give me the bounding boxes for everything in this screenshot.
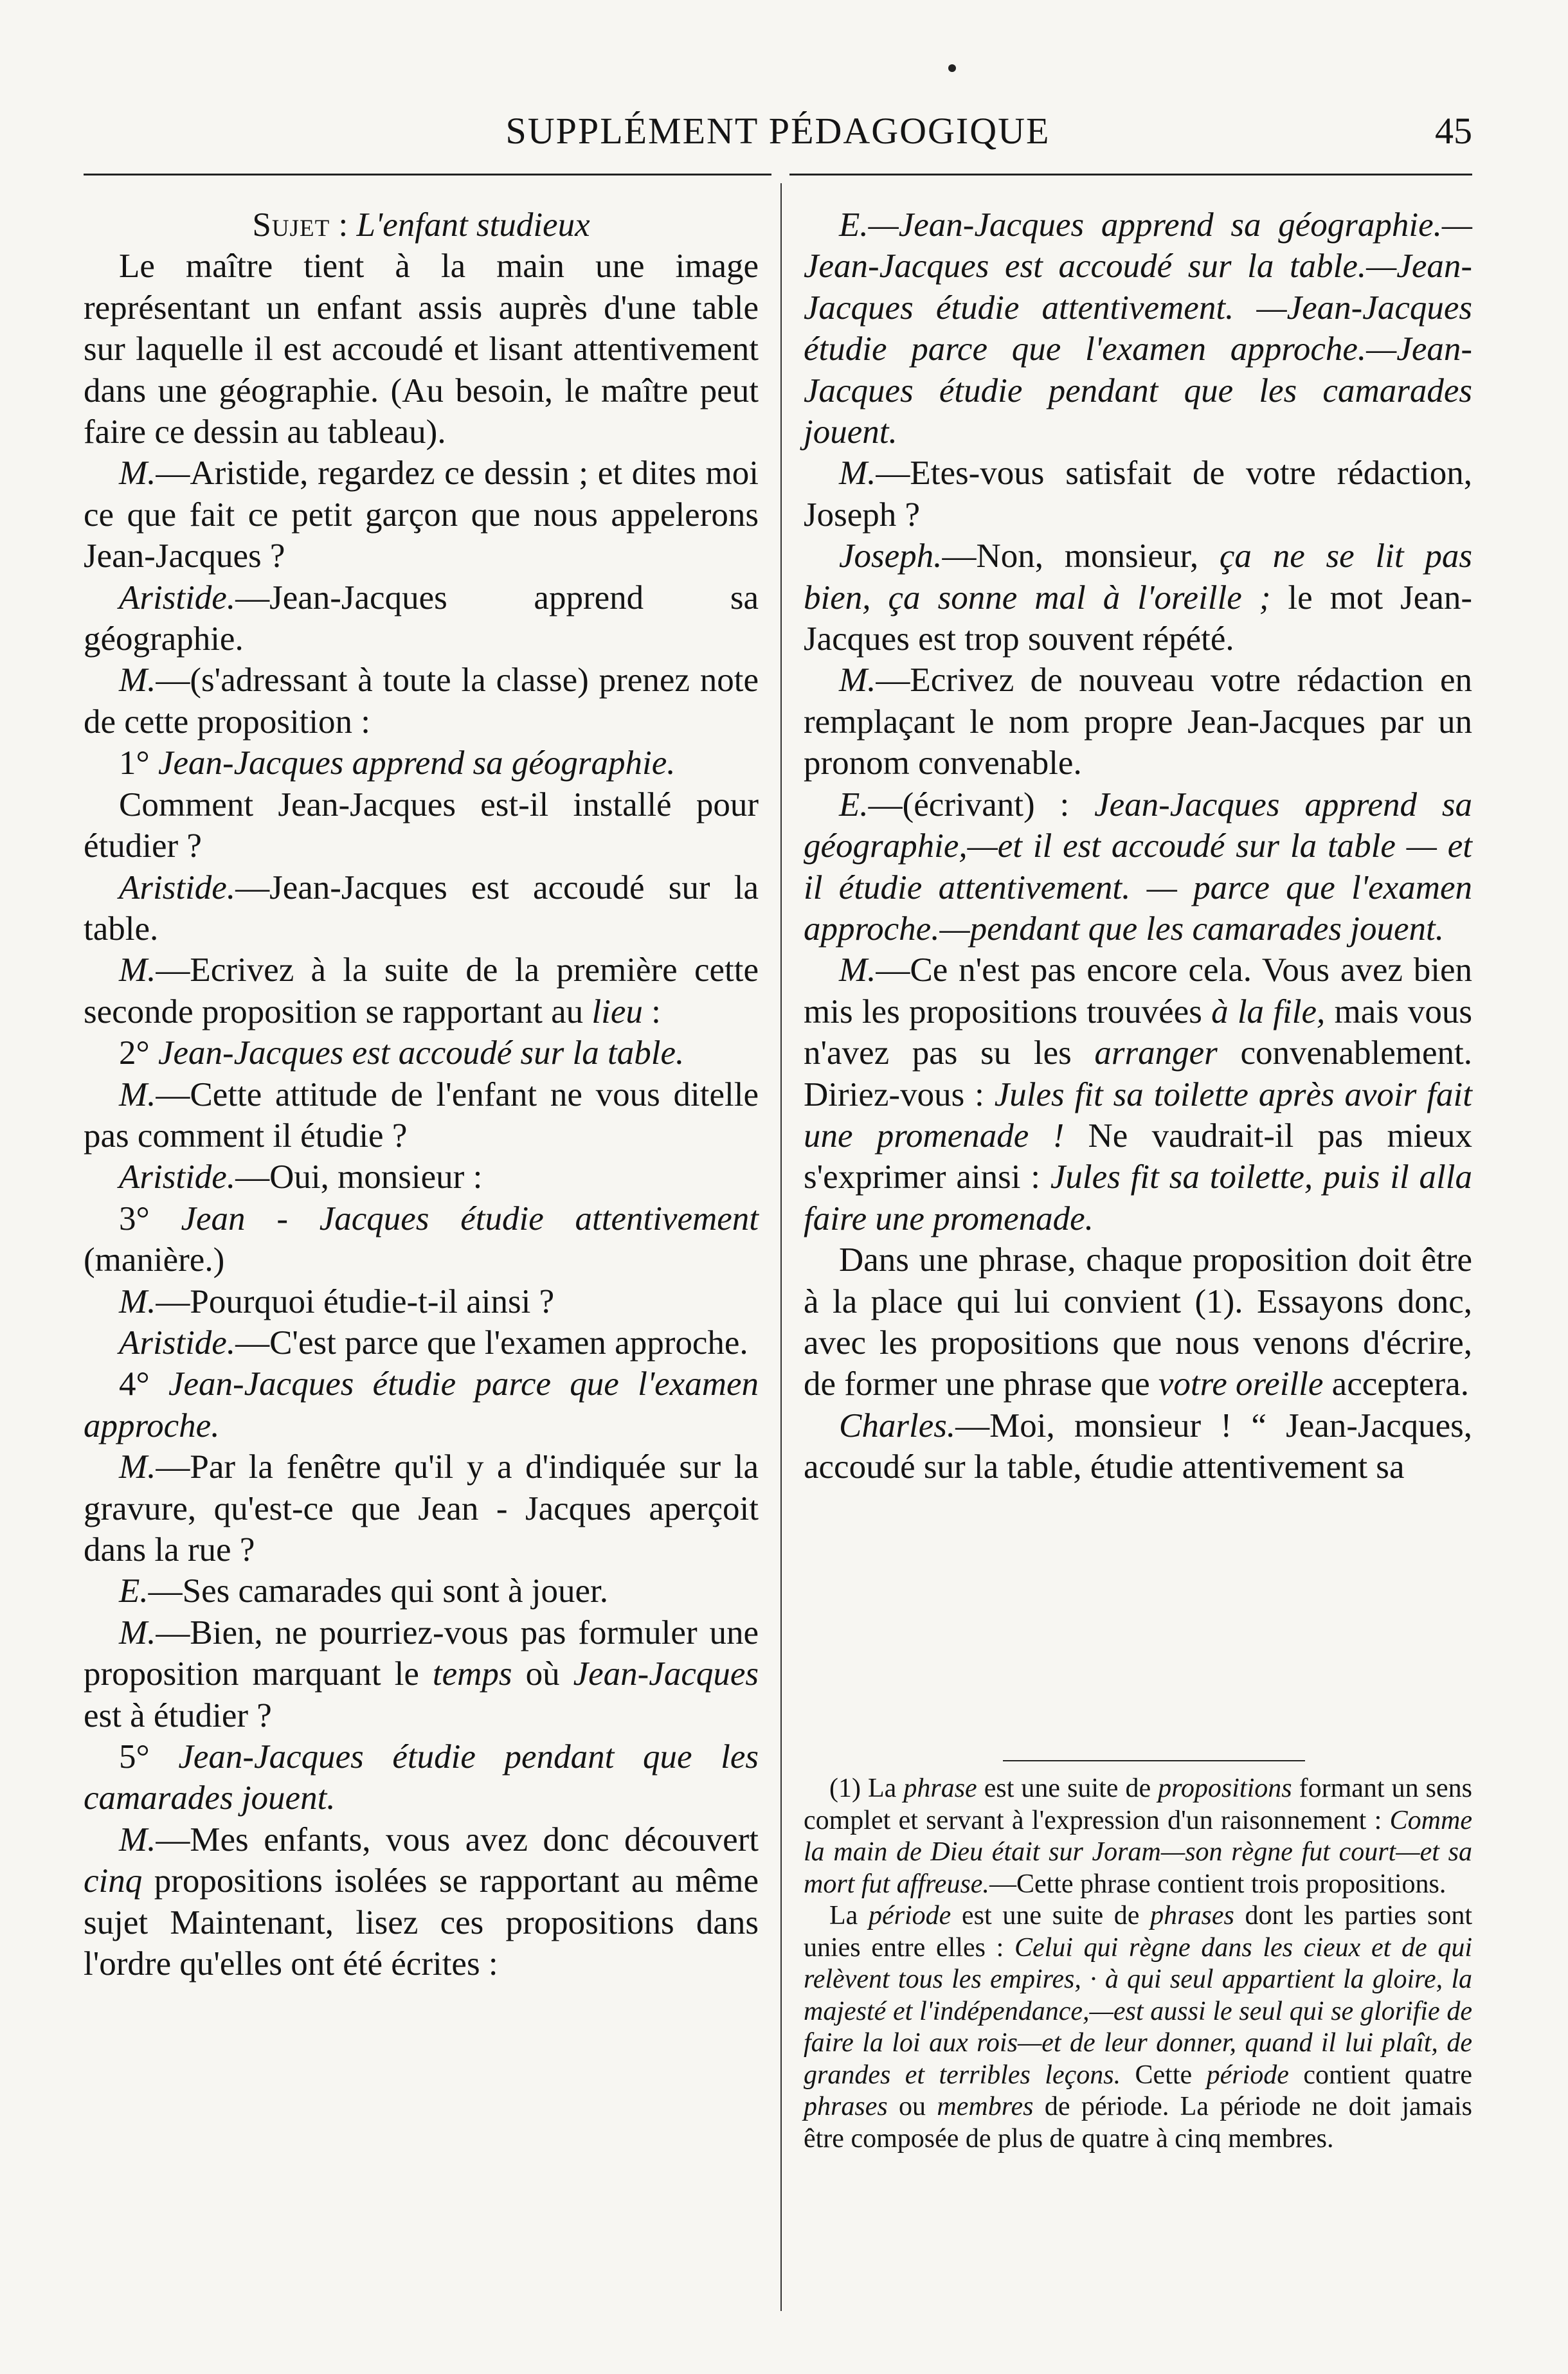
speaker: M. xyxy=(119,454,156,492)
line-text: —Non, monsieur, xyxy=(942,537,1220,575)
speaker: M. xyxy=(119,951,156,989)
footnote-text: de période. La période ne doit jamais être composée de plus de quatre à cinq membres. xyxy=(804,2092,1472,2154)
line-emphasis: à la file, xyxy=(1211,993,1326,1030)
proposition-number: 2° xyxy=(119,1034,158,1072)
line-text: convenablement. Diriez-vous : xyxy=(804,1034,1472,1113)
line-text: —Pourquoi étudie-t-il ainsi ? xyxy=(156,1282,555,1320)
dialogue-line xyxy=(84,660,759,742)
line-text: —Ce n'est pas encore cela. Vous avez bien mis les propositions trouvées xyxy=(804,951,1472,1030)
footnote xyxy=(804,1773,1472,1900)
footnote-emphasis: phrases xyxy=(804,2092,888,2121)
dialogue-line xyxy=(84,1612,759,1736)
paragraph xyxy=(84,784,759,867)
footnote-emphasis: membres xyxy=(937,2092,1034,2121)
proposition-note: (manière.) xyxy=(84,1241,225,1279)
dialogue-line xyxy=(804,660,1472,784)
header-rule-left xyxy=(84,174,771,175)
proposition-number: 5° xyxy=(119,1738,179,1776)
footnotes xyxy=(804,1773,1472,2155)
numbered-proposition xyxy=(84,742,759,784)
dialogue-line xyxy=(84,949,759,1032)
speaker: M. xyxy=(119,661,156,699)
line-text: —C'est parce que l'examen approche. xyxy=(235,1324,748,1362)
line-text: mais vous n'avez pas su les xyxy=(804,993,1472,1072)
line-text: —Par la fenêtre qu'il y a d'indiquée sur la gravure, qu'est-ce que Jean - Jacques aperçoit dans la rue ? xyxy=(84,1448,759,1569)
footnote-emphasis: période xyxy=(1206,2060,1289,2090)
numbered-proposition xyxy=(84,1032,759,1074)
footnote-emphasis: Celui qui règne dans les cieux et de qui relèvent tous les empires, · à qui seul appartient la gloire, la majesté et l'indépendance,—est aussi le seul qui se glorifie de faire la loi aux rois—et de leur donner, quand il lui plaît, de grandes et terribles leçons. xyxy=(804,1932,1472,2090)
line-text: où xyxy=(512,1655,573,1693)
line-text: —Oui, monsieur : xyxy=(235,1158,483,1196)
header-rule-right xyxy=(789,174,1472,175)
speaker: M. xyxy=(839,951,876,989)
paragraph-text: Dans une phrase, chaque proposition doit être à la place qui lui convient (1). Essayons donc, avec les propositions que nous venons d'écrire, de former une phrase que xyxy=(804,1241,1472,1403)
line-text: propositions isolées se rapportant au même sujet Maintenant, lisez ces propositions dans l'ordre qu'elles ont été écrites : xyxy=(84,1862,759,1983)
line-text: : xyxy=(642,993,661,1030)
line-text: —Ecrivez à la suite de la première cette seconde proposition se rapportant au xyxy=(84,951,759,1030)
dialogue-line xyxy=(84,577,759,660)
footnote-text: —Cette phrase contient trois propositions. xyxy=(989,1869,1446,1899)
numbered-proposition xyxy=(84,1736,759,1819)
line-emphasis: temps xyxy=(432,1655,512,1693)
line-text: —Moi, monsieur ! “ Jean-Jacques, accoudé sur la table, étudie attentivement sa xyxy=(804,1407,1472,1486)
footnote xyxy=(804,1900,1472,2155)
footnote-text: contient quatre xyxy=(1288,2060,1472,2090)
dialogue-line xyxy=(84,867,759,950)
line-text: est à étudier ? xyxy=(84,1696,272,1734)
line-text: —Jean-Jacques est accoudé sur la table. xyxy=(84,868,759,948)
line-text: —Ses camarades qui sont à jouer. xyxy=(148,1572,608,1610)
footnote-rule xyxy=(1003,1760,1305,1761)
line-emphasis: —Jean-Jacques apprend sa géographie.—Jean-Jacques est accoudé sur la table.—Jean-Jacques étudie attentivement. —Jean-Jacques étudie parce que l'examen approche.—Jean-Jacques étudie pendant que les camarades jouent. xyxy=(804,206,1472,451)
line-text: —Mes enfants, vous avez donc découvert xyxy=(156,1821,759,1858)
footnote-emphasis: phrase xyxy=(903,1774,977,1803)
line-emphasis: ça ne se lit pas bien, ça sonne mal à l'oreille ; xyxy=(804,537,1473,616)
line-emphasis: votre oreille xyxy=(1158,1365,1324,1403)
line-text: —Aristide, regardez ce dessin ; et dites moi ce que fait ce petit garçon que nous appelerons Jean-Jacques ? xyxy=(84,454,759,575)
paragraph-text: Le maître tient à la main une image représentant un enfant assis auprès d'une table sur laquelle il est accoudé et lisant attentivement dans une géographie. (Au besoin, le maître peut faire ce dessin au tableau). xyxy=(84,247,759,451)
dialogue-line xyxy=(804,1405,1472,1488)
speaker: Aristide. xyxy=(119,1324,236,1362)
speaker: E. xyxy=(119,1572,149,1610)
footnote-text: Cette xyxy=(1121,2060,1207,2090)
proposition-text: Jean-Jacques est accoudé sur la table. xyxy=(158,1034,685,1072)
speaker: E. xyxy=(839,786,869,823)
subject-title: L'enfant studieux xyxy=(356,206,590,244)
speaker: Aristide. xyxy=(119,868,236,906)
paragraph-text: acceptera. xyxy=(1323,1365,1469,1403)
speaker: E. xyxy=(839,206,869,244)
subject-separator: : xyxy=(330,206,357,244)
line-text: le mot Jean-Jacques est trop souvent répété. xyxy=(804,579,1472,658)
proposition-text: Jean - Jacques étudie attentivement xyxy=(181,1200,759,1237)
dialogue-line xyxy=(84,1570,759,1612)
line-text: —Cette attitude de l'enfant ne vous ditelle pas comment il étudie ? xyxy=(84,1075,759,1155)
subject-label: Sujet xyxy=(252,206,330,244)
speaker: Aristide. xyxy=(119,579,236,616)
dialogue-line xyxy=(804,784,1472,950)
line-emphasis: Jules fit sa toilette, puis il alla faire une promenade. xyxy=(804,1158,1472,1237)
printer-dot xyxy=(948,64,956,72)
line-text: —Ecrivez de nouveau votre rédaction en remplaçant le nom propre Jean-Jacques par un pronom convenable. xyxy=(804,661,1472,782)
line-text: —Jean-Jacques apprend sa géographie. xyxy=(84,579,759,658)
proposition-text: Jean-Jacques étudie pendant que les camarades jouent. xyxy=(84,1738,759,1817)
right-column xyxy=(804,204,1472,1488)
subject-heading xyxy=(84,204,759,246)
dialogue-line xyxy=(84,1156,759,1198)
line-text: Ne vaudrait-il pas mieux s'exprimer ainsi : xyxy=(804,1117,1473,1196)
speaker: Joseph. xyxy=(839,537,942,575)
dialogue-line xyxy=(84,453,759,577)
speaker: Aristide. xyxy=(119,1158,236,1196)
dialogue-line xyxy=(804,453,1472,535)
speaker: M. xyxy=(119,1821,156,1858)
paragraph xyxy=(804,1239,1472,1405)
line-emphasis: Jules fit sa toilette après avoir fait une promenade ! xyxy=(804,1075,1472,1155)
footnote-text: formant un sens complet et servant à l'expression d'un raisonnement : xyxy=(804,1774,1472,1835)
dialogue-line xyxy=(804,204,1472,453)
dialogue-line xyxy=(84,1819,759,1985)
speaker: Charles. xyxy=(839,1407,956,1444)
dialogue-line xyxy=(84,1074,759,1157)
speaker: M. xyxy=(119,1448,156,1486)
left-column xyxy=(84,204,759,1984)
dialogue-line xyxy=(84,1446,759,1570)
proposition-text: Jean-Jacques apprend sa géographie. xyxy=(158,744,676,782)
speaker: M. xyxy=(119,1614,156,1651)
line-emphasis: arranger xyxy=(1094,1034,1218,1072)
footnote-emphasis: Comme la main de Dieu était sur Joram—son règne fut court—et sa mort fut affreuse. xyxy=(804,1805,1472,1899)
footnote-text: dont les parties sont unies entre elles : xyxy=(804,1901,1472,1963)
proposition-number: 1° xyxy=(119,744,158,782)
footnote-text: ou xyxy=(887,2092,937,2121)
running-title: SUPPLÉMENT PÉDAGOGIQUE xyxy=(505,110,1050,152)
dialogue-line xyxy=(84,1322,759,1363)
dialogue-line xyxy=(804,535,1472,660)
speaker: M. xyxy=(119,1282,156,1320)
page-header xyxy=(84,109,1472,161)
line-emphasis: cinq xyxy=(84,1862,143,1900)
footnote-emphasis: phrases xyxy=(1150,1901,1234,1930)
line-text: —(s'adressant à toute la classe) prenez note de cette proposition : xyxy=(84,661,759,741)
column-divider xyxy=(780,183,782,2311)
footnote-text: (1) La xyxy=(829,1774,904,1803)
numbered-proposition xyxy=(84,1198,759,1281)
proposition-number: 3° xyxy=(119,1200,181,1237)
line-text: —Bien, ne pourriez-vous pas formuler une proposition marquant le xyxy=(84,1614,759,1693)
footnote-emphasis: période xyxy=(869,1901,951,1930)
speaker: M. xyxy=(839,454,876,492)
proposition-text: Jean-Jacques étudie parce que l'examen approche. xyxy=(84,1365,759,1444)
footnote-text: est une suite de xyxy=(951,1901,1151,1930)
speaker: M. xyxy=(119,1075,156,1113)
proposition-number: 4° xyxy=(119,1365,168,1403)
footnote-emphasis: propositions xyxy=(1158,1774,1292,1803)
footnote-text: est une suite de xyxy=(977,1774,1158,1803)
paragraph xyxy=(84,246,759,453)
line-emphasis: lieu xyxy=(591,993,643,1030)
page-number: 45 xyxy=(1435,110,1472,152)
line-emphasis: Jean-Jacques apprend sa géographie,—et il est accoudé sur la table — et il étudie attentivement. — parce que l'examen approche.—pendant que les camarades jouent. xyxy=(804,786,1472,948)
speaker: M. xyxy=(839,661,876,699)
dialogue-line xyxy=(84,1281,759,1322)
dialogue-line xyxy=(804,949,1472,1239)
footnote-text: La xyxy=(829,1901,869,1930)
line-text: —Etes-vous satisfait de votre rédaction, Joseph ? xyxy=(804,454,1472,534)
line-emphasis: Jean-Jacques xyxy=(573,1655,759,1693)
paragraph-text: Comment Jean-Jacques est-il installé pour étudier ? xyxy=(84,786,759,865)
line-text: —(écrivant) : xyxy=(868,786,1095,823)
numbered-proposition xyxy=(84,1363,759,1446)
